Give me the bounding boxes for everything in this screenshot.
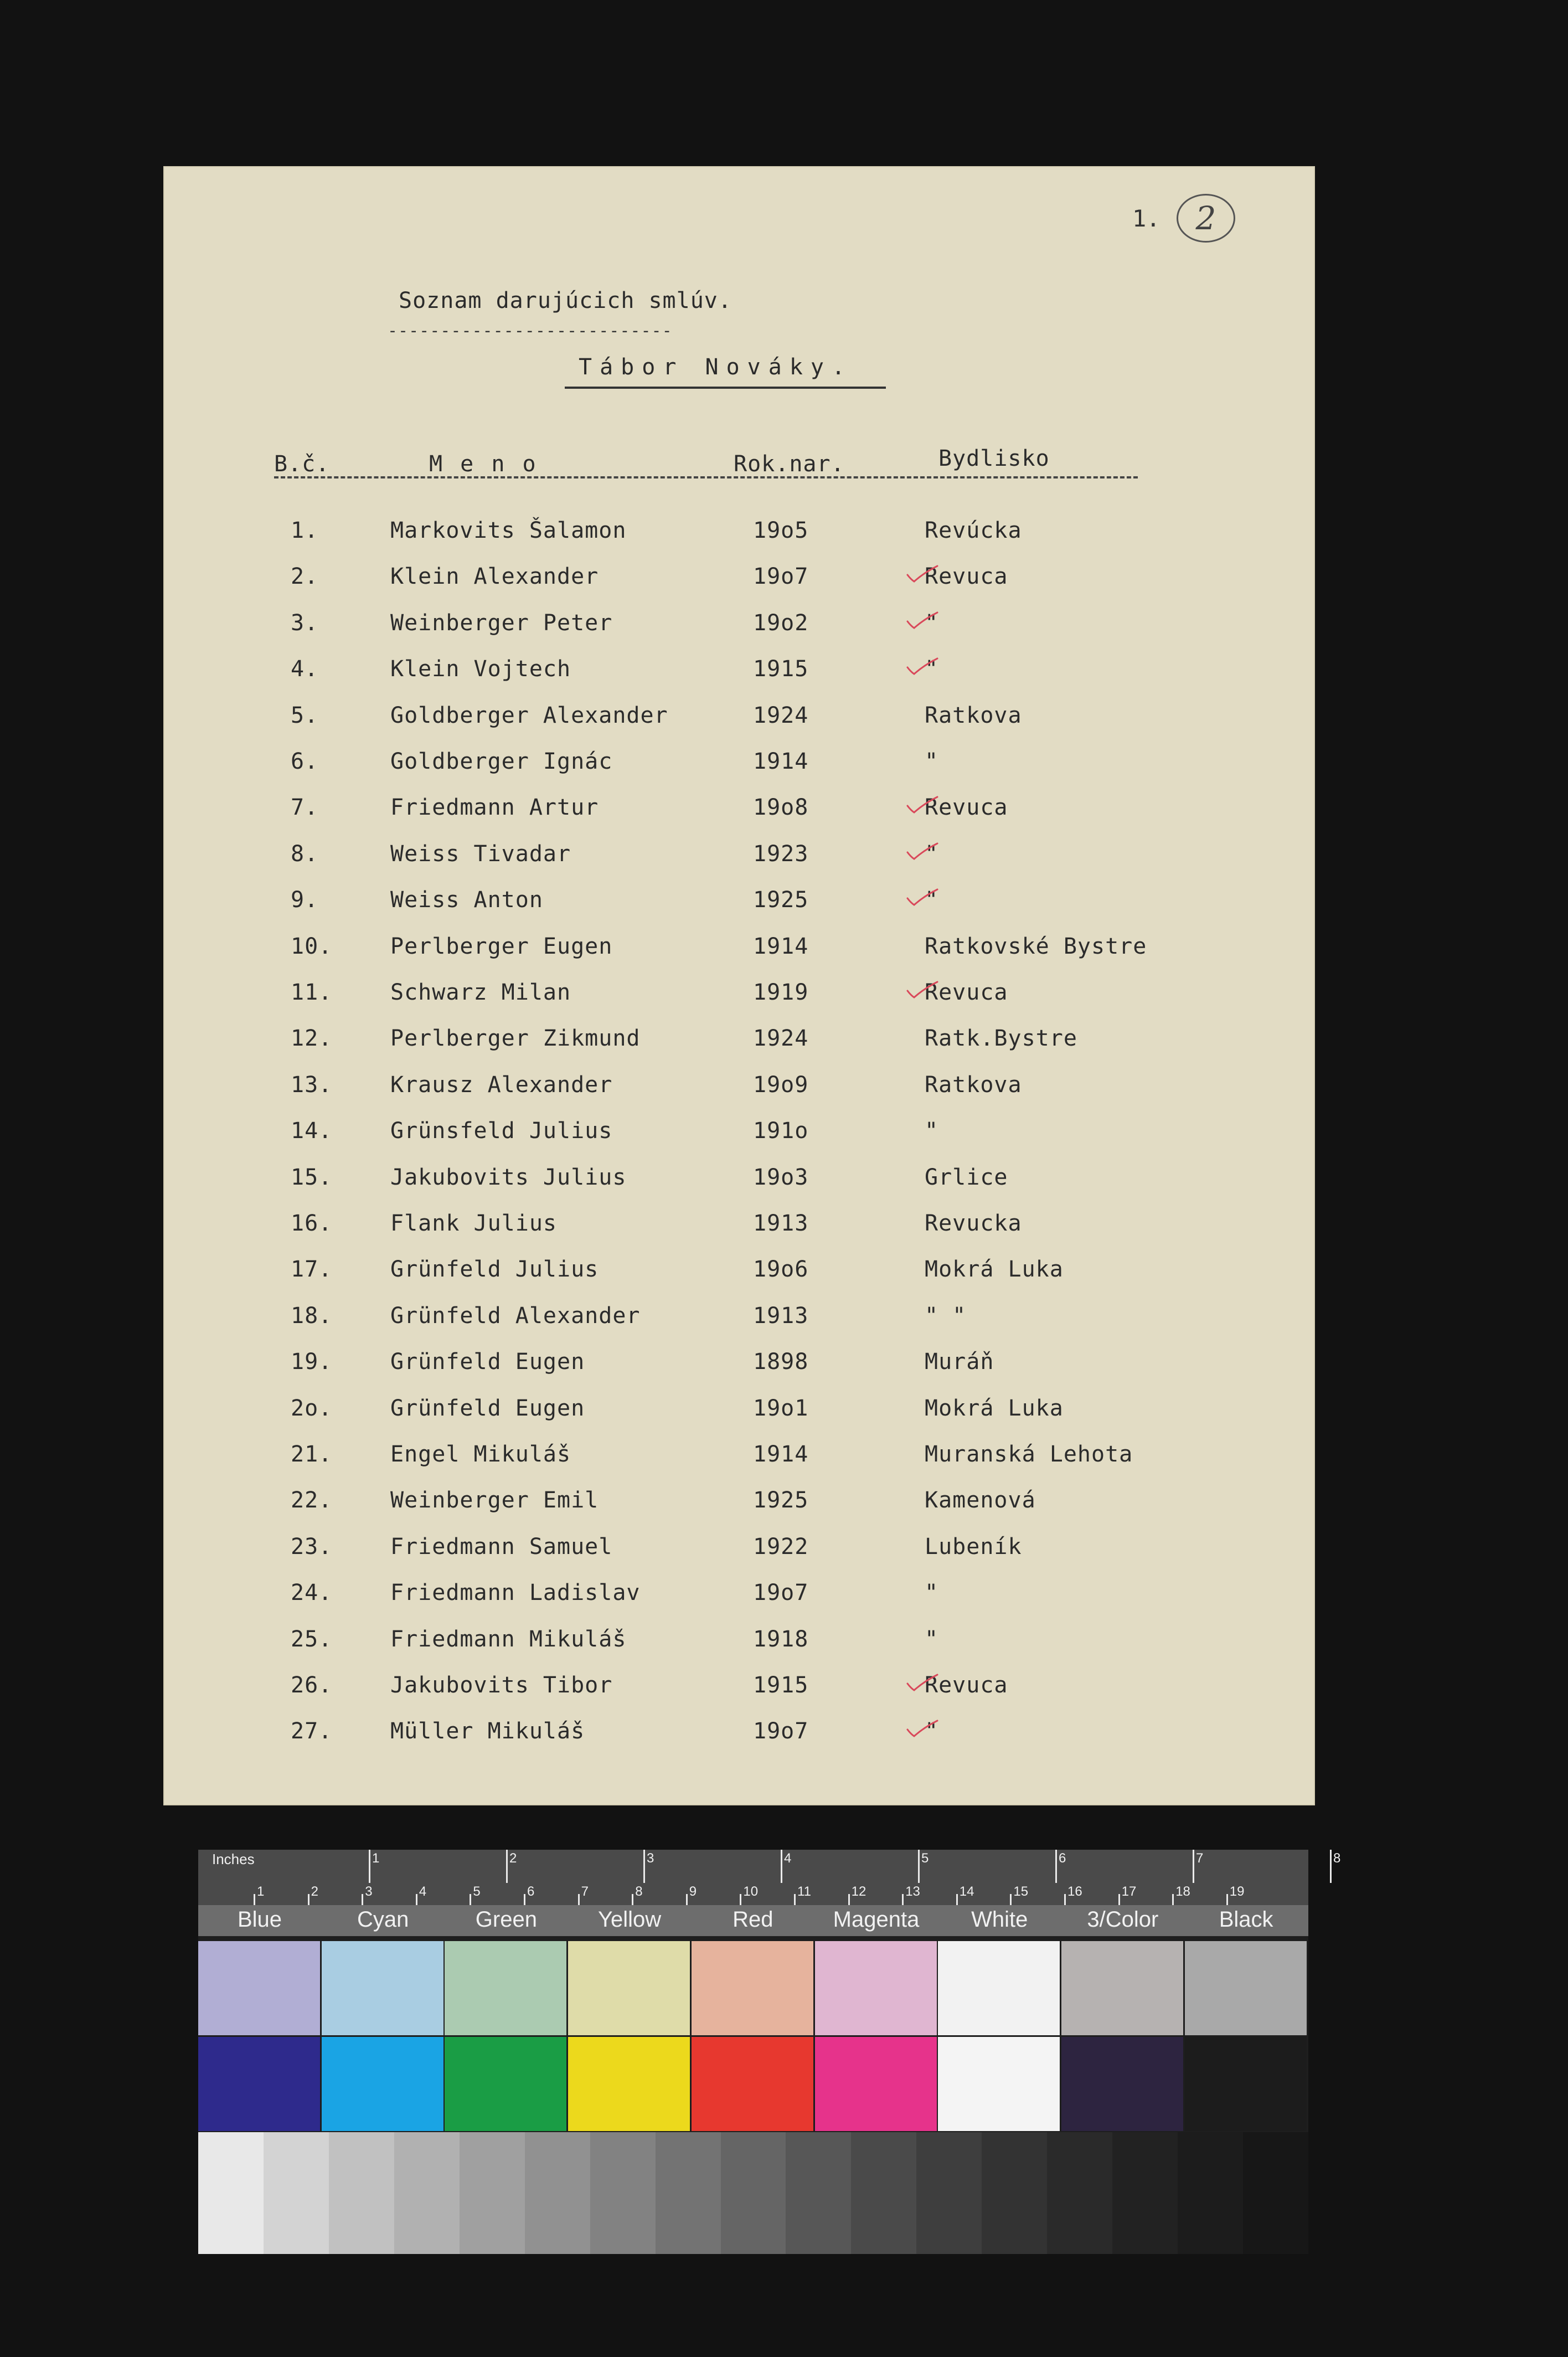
ruler-cm-label: 4 (419, 1884, 427, 1899)
ruler-inch-label: 4 (784, 1851, 792, 1866)
ruler-inch-tick (1330, 1850, 1332, 1883)
ruler-inch-label: 8 (1333, 1851, 1341, 1866)
checkmark-icon (905, 1720, 938, 1737)
row-number: 2. (291, 564, 319, 590)
row-birth-year: 1918 (753, 1626, 809, 1652)
row-residence: Muráň (925, 1349, 994, 1375)
row-birth-year: 19o7 (753, 564, 809, 590)
row-residence: " (925, 1580, 939, 1606)
row-number: 13. (291, 1072, 333, 1098)
row-residence: Muranská Lehota (925, 1442, 1133, 1467)
table-row (163, 1118, 1315, 1151)
checkmark-icon (905, 981, 938, 999)
row-name: Flank Julius (390, 1211, 557, 1236)
table-row (163, 841, 1315, 874)
table-row (163, 1026, 1315, 1059)
ruler-cm-label: 10 (743, 1884, 759, 1899)
row-birth-year: 19o1 (753, 1395, 809, 1421)
row-number: 3. (291, 610, 319, 636)
row-birth-year: 1915 (753, 1672, 809, 1698)
ruler-cm-label: 6 (527, 1884, 535, 1899)
ruler-inch-label: 7 (1196, 1851, 1204, 1866)
ruler-inch-label: 2 (509, 1851, 517, 1866)
row-name: Goldberger Alexander (390, 702, 668, 728)
table-row (163, 1396, 1315, 1429)
row-birth-year: 1925 (753, 887, 809, 913)
gray-step-patch (1112, 2132, 1178, 2254)
row-birth-year: 19o6 (753, 1257, 809, 1283)
row-residence: " (925, 749, 939, 774)
row-number: 8. (291, 841, 319, 867)
row-number: 2o. (291, 1395, 333, 1421)
row-residence: Revucka (925, 1211, 1022, 1236)
ruler-cm-label: 18 (1175, 1884, 1190, 1899)
table-row (163, 1488, 1315, 1521)
ruler-inch-tick (506, 1850, 508, 1883)
table-row (163, 1303, 1315, 1336)
table-row (163, 749, 1315, 782)
circled-page-number (1177, 194, 1235, 243)
gray-step-patch (329, 2132, 394, 2254)
row-residence: Revuca (925, 980, 1008, 1005)
dark-color-patch (815, 2037, 937, 2131)
ruler-cm-label: 5 (473, 1884, 481, 1899)
ruler-inch-tick (918, 1850, 920, 1883)
row-residence: Ratk.Bystre (925, 1026, 1077, 1052)
row-number: 12. (291, 1026, 333, 1052)
ruler-cm-label: 13 (905, 1884, 920, 1899)
checkmark-icon (905, 796, 938, 814)
checkmark-icon (905, 611, 938, 629)
row-name: Krausz Alexander (390, 1072, 613, 1098)
row-number: 22. (291, 1488, 333, 1514)
table-row (163, 980, 1315, 1013)
row-name: Grünfeld Eugen (390, 1349, 585, 1375)
header-name: M e n o (429, 451, 538, 477)
row-birth-year: 1925 (753, 1488, 809, 1514)
row-number: 27. (291, 1718, 333, 1744)
row-name: Grünfeld Eugen (390, 1395, 585, 1421)
row-residence: " (925, 887, 939, 913)
light-color-patch (445, 1941, 566, 2035)
row-number: 16. (291, 1211, 333, 1236)
gray-step-patch (656, 2132, 721, 2254)
row-residence: " " (925, 1303, 967, 1329)
checkmark-icon (905, 842, 938, 860)
gray-step-patch (1178, 2132, 1243, 2254)
row-birth-year: 1914 (753, 933, 809, 959)
dark-color-patch (445, 2037, 566, 2131)
dark-color-patch (1061, 2037, 1183, 2131)
table-row (163, 934, 1315, 967)
row-birth-year: 1919 (753, 980, 809, 1005)
gray-step-patch (525, 2132, 590, 2254)
color-label: 3/Color (1087, 1907, 1159, 1932)
title-underline: --------------------------- (388, 321, 673, 341)
row-birth-year: 1923 (753, 841, 809, 867)
row-name: Engel Mikuláš (390, 1442, 571, 1467)
camp-heading: Tábor Nováky. (579, 354, 853, 380)
ruler-inch-tick (643, 1850, 645, 1883)
table-row (163, 1257, 1315, 1290)
light-color-patch (198, 1941, 320, 2035)
row-name: Weinberger Peter (390, 610, 613, 636)
checkmark-icon (905, 565, 938, 583)
table-row (163, 656, 1315, 689)
row-birth-year: 19o2 (753, 610, 809, 636)
row-number: 7. (291, 795, 319, 821)
header-number: B.č. (274, 451, 330, 477)
row-residence: Revuca (925, 1672, 1008, 1698)
ruler-inch-tick (1055, 1850, 1057, 1883)
row-birth-year: 19o9 (753, 1072, 809, 1098)
row-number: 10. (291, 933, 333, 959)
row-number: 18. (291, 1303, 333, 1329)
ruler-inch-tick (369, 1850, 370, 1883)
table-row (163, 564, 1315, 597)
ruler-inches-label: Inches (212, 1851, 255, 1867)
row-birth-year: 19o7 (753, 1718, 809, 1744)
gray-step-patch (394, 2132, 460, 2254)
dark-color-patch (692, 2037, 813, 2131)
row-birth-year: 1922 (753, 1533, 809, 1560)
row-residence: Ratkova (925, 1072, 1022, 1098)
gray-step-patch (916, 2132, 982, 2254)
row-birth-year: 191o (753, 1118, 809, 1144)
ruler-cm-label: 2 (311, 1884, 318, 1899)
color-label: Blue (237, 1907, 282, 1932)
ruler-cm-label: 16 (1067, 1884, 1082, 1899)
row-residence: Revuca (925, 564, 1008, 590)
row-name: Klein Vojtech (390, 656, 571, 682)
gray-step-patch (198, 2132, 264, 2254)
gray-step-patch (590, 2132, 656, 2254)
row-name: Jakubovits Tibor (390, 1672, 613, 1698)
row-name: Weinberger Emil (390, 1488, 599, 1514)
header-rule (274, 476, 1138, 478)
table-row (163, 1072, 1315, 1105)
row-residence: Kamenová (925, 1488, 1036, 1514)
color-label: Red (733, 1907, 773, 1932)
gray-step-patch (721, 2132, 786, 2254)
ruler-cm-label: 15 (1013, 1884, 1029, 1899)
table-row (163, 1718, 1315, 1752)
checkmark-icon (905, 657, 938, 675)
ruler-cm-label: 8 (635, 1884, 643, 1899)
color-label: White (971, 1907, 1028, 1932)
table-row (163, 1580, 1315, 1613)
gray-step-patch (982, 2132, 1047, 2254)
row-number: 9. (291, 887, 319, 913)
gray-step-patch (786, 2132, 851, 2254)
row-birth-year: 1915 (753, 656, 809, 682)
light-color-patch (568, 1941, 690, 2035)
row-number: 25. (291, 1626, 333, 1652)
table-row (163, 1165, 1315, 1198)
gray-step-patch (460, 2132, 525, 2254)
row-number: 26. (291, 1672, 333, 1698)
row-name: Weiss Tivadar (390, 841, 571, 867)
row-birth-year: 1913 (753, 1303, 809, 1329)
row-number: 14. (291, 1118, 333, 1144)
row-birth-year: 1898 (753, 1349, 809, 1375)
row-residence: Revúcka (925, 518, 1022, 543)
ruler-inch-tick (1193, 1850, 1194, 1883)
ruler-cm-label: 17 (1121, 1884, 1137, 1899)
camp-underline (565, 387, 886, 389)
table-row (163, 1211, 1315, 1244)
header-place: Bydlisko (938, 446, 1050, 471)
row-name: Grünfeld Julius (390, 1257, 599, 1283)
ruler-cm-label: 9 (689, 1884, 697, 1899)
row-number: 1. (291, 518, 319, 543)
color-label: Black (1219, 1907, 1273, 1932)
row-name: Friedmann Mikuláš (390, 1626, 627, 1652)
row-number: 19. (291, 1349, 333, 1375)
row-number: 5. (291, 702, 319, 728)
table-row (163, 1627, 1315, 1660)
light-color-patch (1185, 1941, 1307, 2035)
row-residence: " (925, 1118, 939, 1144)
table-row (163, 1349, 1315, 1382)
row-residence: Ratkova (925, 702, 1022, 728)
light-color-patch (938, 1941, 1060, 2035)
color-label: Cyan (357, 1907, 409, 1932)
table-row (163, 1534, 1315, 1567)
row-name: Klein Alexander (390, 564, 599, 590)
row-number: 17. (291, 1257, 333, 1283)
row-birth-year: 19o5 (753, 518, 809, 543)
row-number: 15. (291, 1164, 333, 1190)
row-name: Friedmann Ladislav (390, 1580, 641, 1606)
row-residence: " (925, 841, 939, 867)
row-name: Weiss Anton (390, 887, 543, 913)
document-page (163, 166, 1315, 1805)
row-name: Markovits Šalamon (390, 518, 627, 543)
ruler-cm-label: 11 (797, 1884, 811, 1899)
gray-step-patch (1047, 2132, 1112, 2254)
table-row (163, 1442, 1315, 1475)
row-name: Jakubovits Julius (390, 1164, 627, 1190)
row-residence: Ratkovské Bystre (925, 933, 1147, 959)
gray-step-patch (851, 2132, 916, 2254)
row-residence: Revuca (925, 795, 1008, 821)
row-number: 4. (291, 656, 319, 682)
row-name: Müller Mikuláš (390, 1718, 585, 1744)
ruler-inch-label: 6 (1059, 1851, 1066, 1866)
ruler-inch-label: 1 (372, 1851, 380, 1866)
color-labels (198, 1905, 1308, 1936)
ruler-cm-label: 12 (851, 1884, 866, 1899)
row-residence: " (925, 656, 939, 682)
dark-color-patch (1185, 2037, 1307, 2131)
row-birth-year: 19o8 (753, 795, 809, 821)
table-row (163, 703, 1315, 736)
row-birth-year: 19o3 (753, 1164, 809, 1190)
ruler-cm-label: 7 (581, 1884, 589, 1899)
ruler-cm-label: 19 (1229, 1884, 1245, 1899)
row-residence: Mokrá Luka (925, 1257, 1064, 1283)
row-name: Grünfeld Alexander (390, 1303, 641, 1329)
row-name: Goldberger Ignác (390, 749, 613, 774)
ruler-cm-label: 3 (365, 1884, 373, 1899)
row-birth-year: 1914 (753, 749, 809, 774)
color-label: Yellow (598, 1907, 662, 1932)
header-year: Rok.nar. (734, 451, 845, 477)
row-name: Schwarz Milan (390, 980, 571, 1005)
row-residence: " (925, 610, 939, 636)
document-title: Soznam darujúcich smlúv. (399, 288, 732, 313)
gray-step-patch (264, 2132, 329, 2254)
row-residence: Lubeník (925, 1533, 1022, 1560)
ruler-inch-label: 5 (921, 1851, 929, 1866)
dark-color-patch (938, 2037, 1060, 2131)
dark-color-patch (322, 2037, 443, 2131)
row-number: 21. (291, 1442, 333, 1467)
row-number: 24. (291, 1580, 333, 1606)
light-color-patch (692, 1941, 813, 2035)
table-row (163, 1672, 1315, 1706)
ruler-cm-label: 1 (257, 1884, 265, 1899)
ruler-inch-label: 3 (647, 1851, 654, 1866)
row-name: Perlberger Eugen (390, 933, 613, 959)
checkmark-icon (905, 1674, 938, 1691)
color-label: Green (475, 1907, 537, 1932)
row-name: Friedmann Artur (390, 795, 599, 821)
row-birth-year: 1914 (753, 1442, 809, 1467)
table-row (163, 887, 1315, 920)
row-number: 11. (291, 980, 333, 1005)
dark-color-patch (568, 2037, 690, 2131)
row-name: Perlberger Zikmund (390, 1026, 641, 1052)
row-name: Grünsfeld Julius (390, 1118, 613, 1144)
row-birth-year: 1924 (753, 702, 809, 728)
row-residence: " (925, 1718, 939, 1744)
row-birth-year: 1913 (753, 1211, 809, 1236)
light-color-patch (322, 1941, 443, 2035)
light-color-patch (815, 1941, 937, 2035)
row-residence: Mokrá Luka (925, 1395, 1064, 1421)
row-birth-year: 19o7 (753, 1580, 809, 1606)
row-residence: Grlice (925, 1164, 1008, 1190)
table-row (163, 518, 1315, 551)
row-residence: " (925, 1626, 939, 1652)
checkmark-icon (905, 888, 938, 906)
color-label: Magenta (833, 1907, 920, 1932)
row-birth-year: 1924 (753, 1026, 809, 1052)
color-target (198, 1850, 1341, 2254)
table-row (163, 795, 1315, 828)
circled-number-text: 2 (1195, 199, 1216, 237)
row-number: 6. (291, 749, 319, 774)
dark-color-patch (198, 2037, 320, 2131)
table-row (163, 610, 1315, 644)
ruler-inch-tick (781, 1850, 782, 1883)
gray-step-patch (1243, 2132, 1308, 2254)
page-number: 1. (1132, 205, 1160, 232)
light-color-patch (1061, 1941, 1183, 2035)
ruler-cm-label: 14 (959, 1884, 974, 1899)
row-number: 23. (291, 1533, 333, 1560)
row-name: Friedmann Samuel (390, 1533, 613, 1560)
